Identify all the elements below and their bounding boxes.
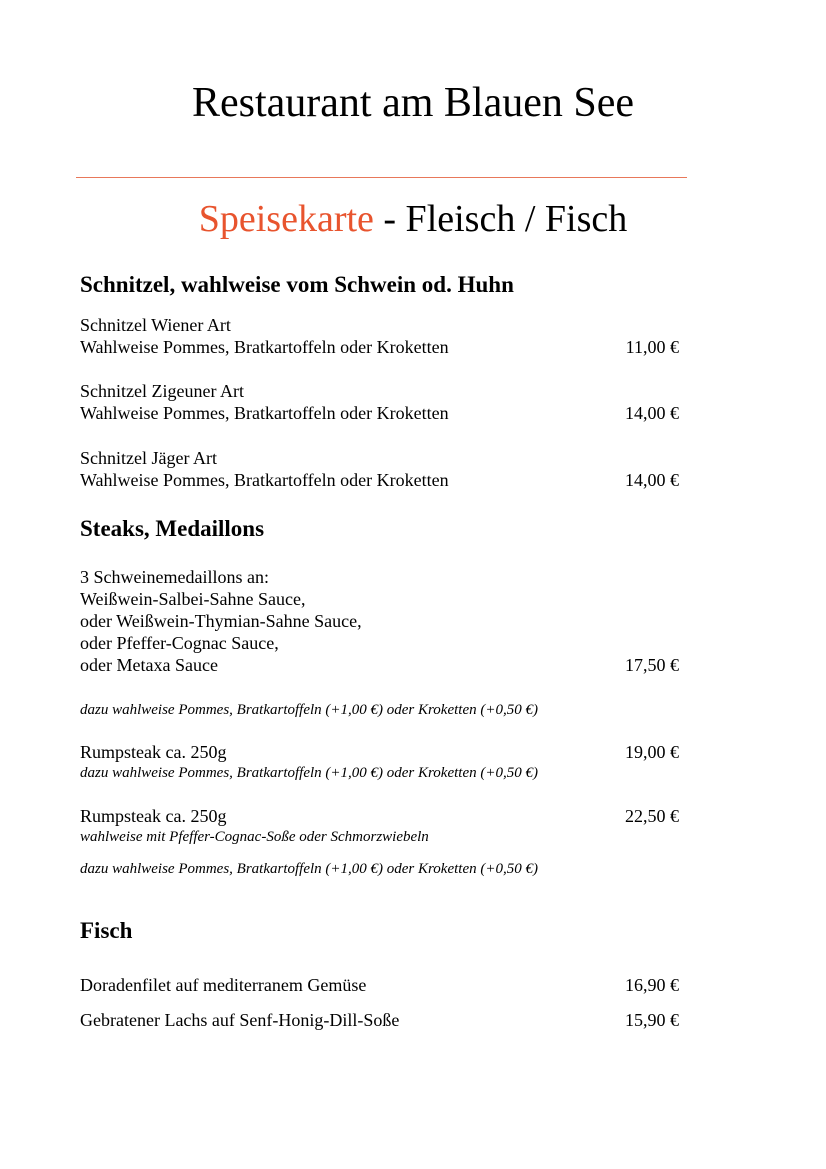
menu-item-line: oder Pfeffer-Cognac Sauce, — [80, 633, 279, 653]
menu-item-price: 14,00 € — [625, 403, 679, 423]
menu-item-price: 11,00 € — [625, 337, 679, 357]
menu-item-name: Schnitzel Wiener Art — [80, 315, 231, 335]
menu-item-desc: Wahlweise Pommes, Bratkartoffeln oder Kroketten — [80, 470, 449, 490]
menu-item-line: Weißwein-Salbei-Sahne Sauce, — [80, 589, 306, 609]
menu-item-price: 14,00 € — [625, 470, 679, 490]
subtitle-accent: Speisekarte — [198, 198, 374, 240]
menu-item-line: oder Weißwein-Thymian-Sahne Sauce, — [80, 611, 362, 631]
menu-item-name: Rumpsteak ca. 250g — [80, 742, 227, 762]
menu-item-name: Gebratener Lachs auf Senf-Honig-Dill-Soße — [80, 1010, 400, 1030]
section-heading-fisch: Fisch — [80, 918, 133, 943]
page-title: Restaurant am Blauen See — [191, 80, 635, 126]
menu-item-desc: Wahlweise Pommes, Bratkartoffeln oder Kroketten — [80, 403, 449, 423]
title-divider — [76, 177, 687, 178]
menu-item-line: oder Metaxa Sauce — [80, 655, 218, 675]
menu-item-price: 16,90 € — [625, 975, 679, 995]
menu-item-note: dazu wahlweise Pommes, Bratkartoffeln (+1,00 €) oder Kroketten (+0,50 €) — [80, 861, 538, 877]
menu-item-line: 3 Schweinemedaillons an: — [80, 567, 269, 587]
menu-item-name: Rumpsteak ca. 250g — [80, 806, 227, 826]
menu-item-price: 17,50 € — [625, 655, 679, 675]
menu-subtitle — [0, 196, 826, 242]
menu-item-note: dazu wahlweise Pommes, Bratkartoffeln (+1,00 €) oder Kroketten (+0,50 €) — [80, 702, 538, 718]
menu-item-name: Schnitzel Jäger Art — [80, 448, 217, 468]
menu-item-desc: Wahlweise Pommes, Bratkartoffeln oder Kroketten — [80, 337, 449, 357]
section-heading-steaks: Steaks, Medaillons — [80, 516, 265, 541]
menu-item-note: dazu wahlweise Pommes, Bratkartoffeln (+1,00 €) oder Kroketten (+0,50 €) — [80, 765, 538, 781]
subtitle-rest: - Fleisch / Fisch — [373, 198, 628, 240]
menu-item-name: Doradenfilet auf mediterranem Gemüse — [80, 975, 367, 995]
menu-item-price: 15,90 € — [625, 1010, 679, 1030]
menu-item-note: wahlweise mit Pfeffer-Cognac-Soße oder Schmorzwiebeln — [80, 829, 429, 845]
menu-item-price: 22,50 € — [625, 806, 679, 826]
menu-item-price: 19,00 € — [625, 742, 679, 762]
menu-item-name: Schnitzel Zigeuner Art — [80, 381, 244, 401]
section-heading-schnitzel: Schnitzel, wahlweise vom Schwein od. Huhn — [80, 272, 514, 297]
